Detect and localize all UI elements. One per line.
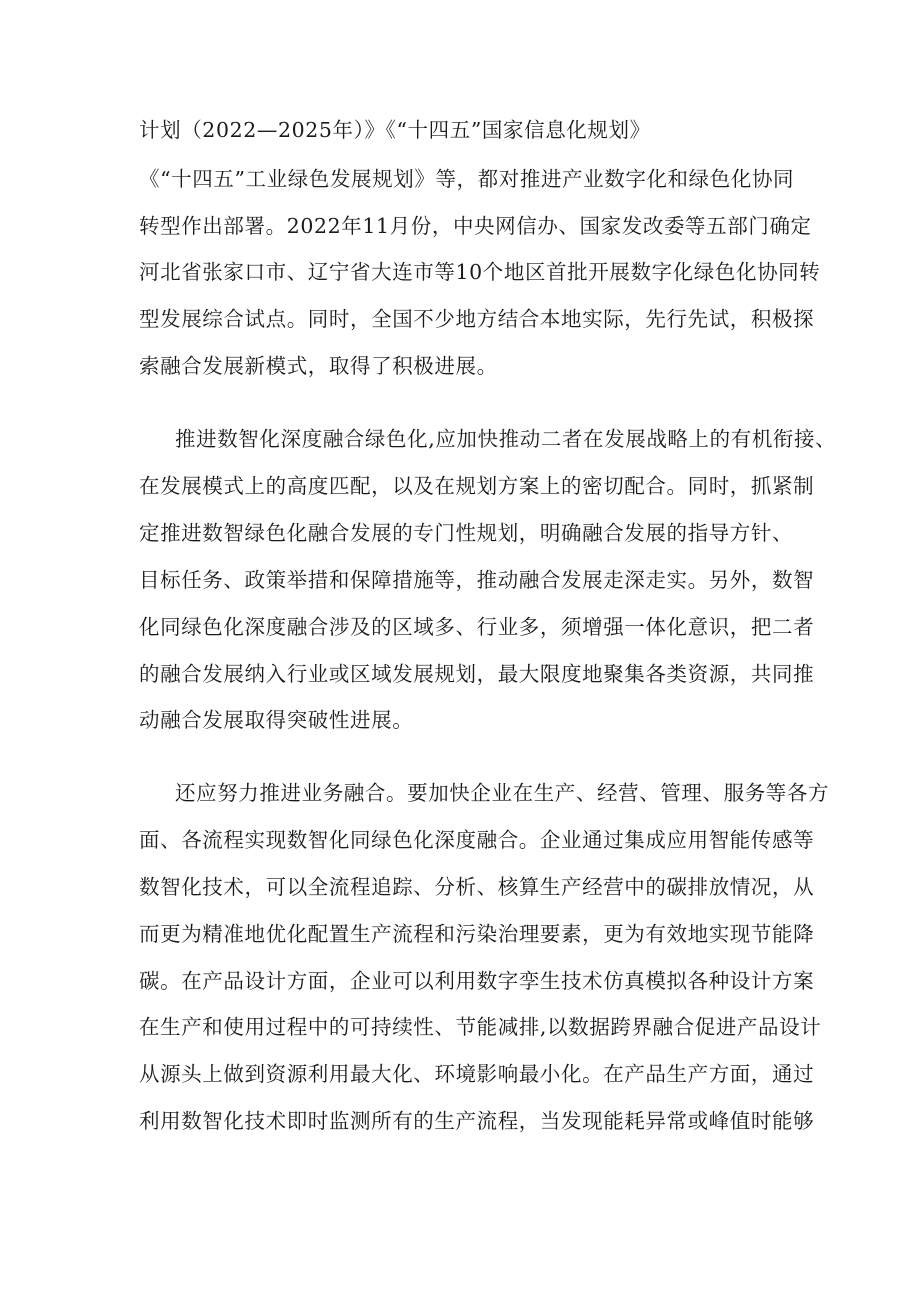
text-line: 河北省张家口市、辽宁省大连市等10个地区首批开展数字化绿色化协同转 — [139, 260, 821, 284]
text-line: 《“十四五”工业绿色发展规划》等，都对推进产业数字化和绿色化协同 — [139, 167, 795, 191]
text-line: 索融合发展新模式，取得了积极进展。 — [139, 354, 498, 378]
paragraph-first-line: 推进数智化深度融合绿色化,应加快推动二者在发展战略上的有机衔接、 — [175, 427, 837, 451]
paragraph-first-line: 还应努力推进业务融合。要加快企业在生产、经营、管理、服务等各方 — [175, 781, 830, 805]
text-line: 面、各流程实现数智化同绿色化深度融合。企业通过集成应用智能传感等 — [139, 828, 815, 852]
text-line: 转型作出部署。2022年11月份，中央网信办、国家发改委等五部门确定 — [139, 214, 812, 238]
text-line: 定推进数智绿色化融合发展的专门性规划，明确融合发展的指导方针、 — [139, 521, 794, 545]
text-line: 从源头上做到资源利用最大化、环境影响最小化。在产品生产方面，通过 — [139, 1062, 815, 1086]
text-line: 的融合发展纳入行业或区域发展规划，最大限度地聚集各类资源，共同推 — [139, 662, 815, 686]
text-line: 化同绿色化深度融合涉及的区域多、行业多，须增强一体化意识，把二者 — [139, 615, 815, 639]
text-line: 而更为精准地优化配置生产流程和污染治理要素，更为有效地实现节能降 — [139, 922, 815, 946]
text-line: 计划（2022—2025年）》《“十四五”国家信息化规划》 — [139, 118, 651, 142]
text-line: 动融合发展取得突破性进展。 — [139, 708, 414, 732]
text-line: 数智化技术，可以全流程追踪、分析、核算生产经营中的碳排放情况，从 — [139, 875, 815, 899]
text-line: 利用数智化技术即时监测所有的生产流程，当发现能耗异常或峰值时能够 — [139, 1109, 815, 1133]
text-line: 型发展综合试点。同时，全国不少地方结合本地实际，先行先试，积极探 — [139, 307, 815, 331]
text-line: 目标任务、政策举措和保障措施等，推动融合发展走深走实。另外，数智 — [139, 568, 815, 592]
text-line: 在生产和使用过程中的可持续性、节能减排,以数据跨界融合促进产品设计 — [139, 1015, 822, 1039]
text-line: 碳。在产品设计方面，企业可以利用数字孪生技术仿真模拟各种设计方案 — [139, 969, 815, 993]
text-line: 在发展模式上的高度匹配，以及在规划方案上的密切配合。同时，抓紧制 — [139, 474, 815, 498]
